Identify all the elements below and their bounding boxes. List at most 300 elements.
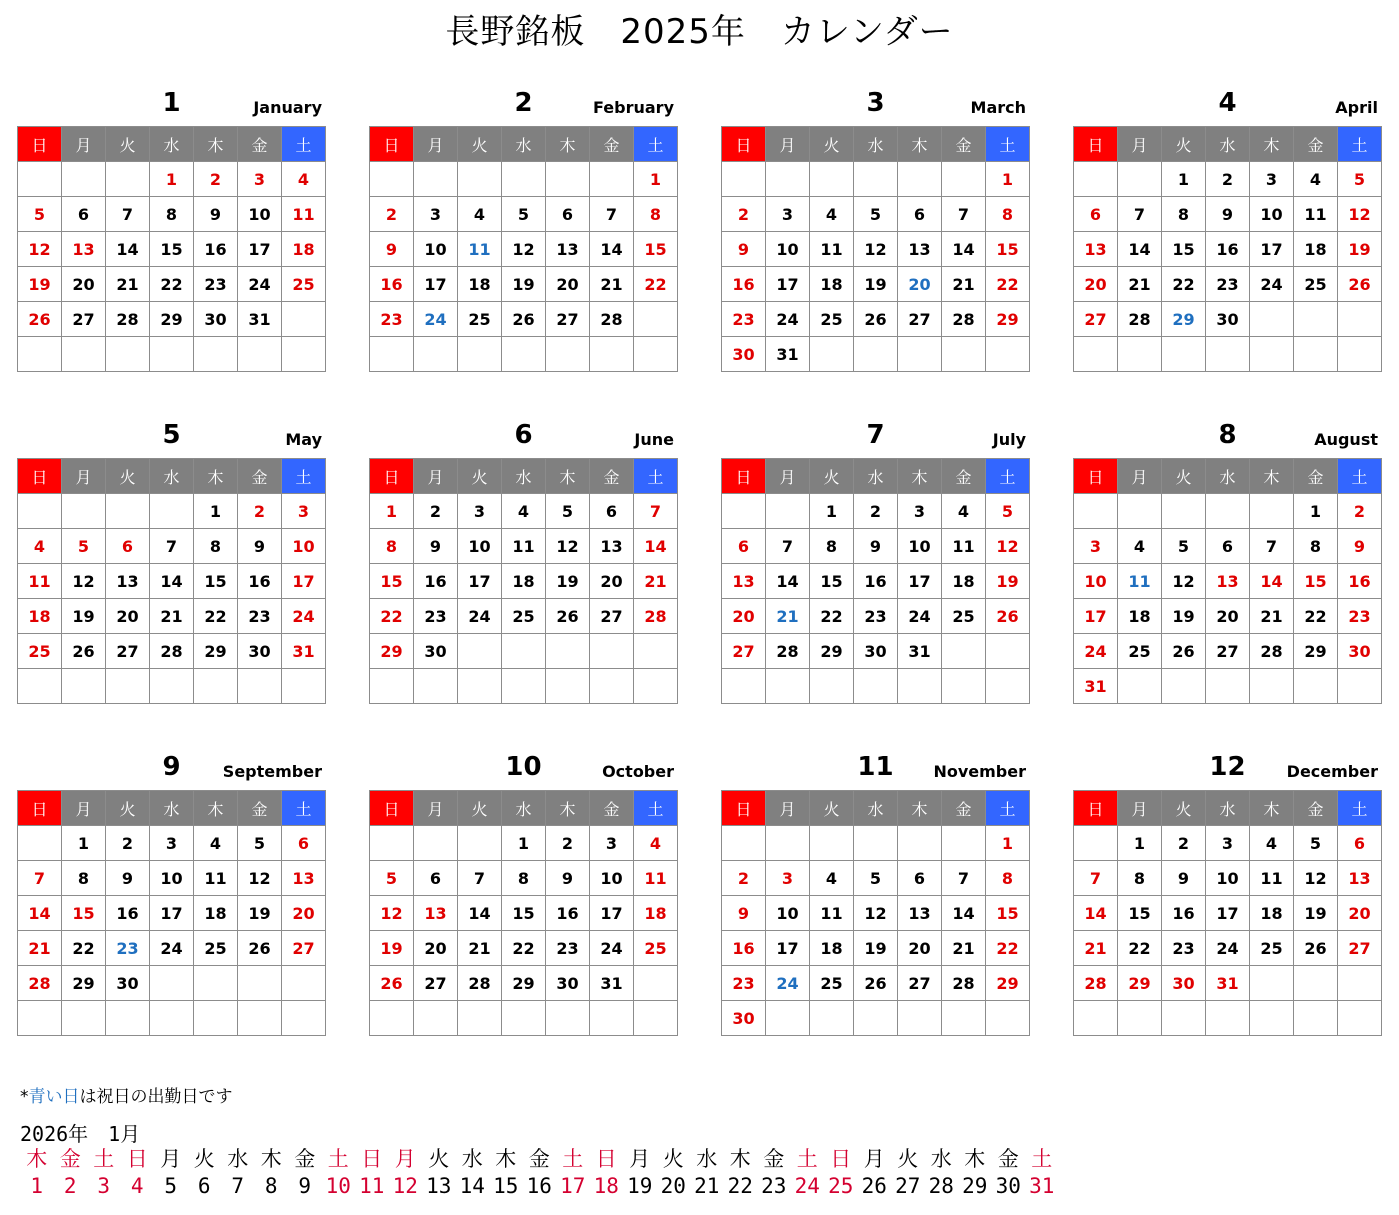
day-cell: 12 [986,529,1030,564]
weekday-header: 日 [18,459,62,494]
month-name-en: February [593,98,674,117]
week-row [18,599,326,634]
day-cell [282,1001,326,1036]
day-cell [634,337,678,372]
day-cell: 11 [634,861,678,896]
week-row [722,861,1030,896]
day-cell: 19 [370,931,414,966]
month-number: 6 [514,420,533,450]
day-cell [810,162,854,197]
day-cell: 15 [194,564,238,599]
day-cell: 28 [106,302,150,337]
month-1 [17,88,326,372]
day-cell [546,1001,590,1036]
day-cell: 17 [898,564,942,599]
day-cell [238,337,282,372]
week-row [722,337,1030,372]
month-header [721,88,1030,126]
day-cell: 7 [766,529,810,564]
day-cell [986,669,1030,704]
day-cell [502,1001,546,1036]
month-header [369,88,678,126]
day-cell: 31 [238,302,282,337]
weekday-header: 土 [634,459,678,494]
weekday-header: 日 [722,459,766,494]
day-cell: 18 [194,896,238,931]
week-row [370,337,678,372]
day-cell [546,669,590,704]
day-cell: 1 [986,162,1030,197]
day-cell: 11 [502,529,546,564]
strip-weekday: 木 [729,1147,751,1171]
day-cell [1074,1001,1118,1036]
month-name-en: April [1335,98,1378,117]
weekday-header: 金 [1294,459,1338,494]
weekday-header: 金 [942,127,986,162]
month-name-en: March [970,98,1026,117]
day-cell: 18 [458,267,502,302]
day-cell: 7 [942,861,986,896]
month-3 [721,88,1030,372]
week-row [1074,669,1382,704]
day-cell: 27 [898,966,942,1001]
day-cell: 22 [1162,267,1206,302]
day-cell: 14 [942,896,986,931]
day-cell: 26 [502,302,546,337]
day-cell [502,669,546,704]
day-cell: 2 [414,494,458,529]
weekday-header-row [1074,459,1382,494]
day-cell: 13 [898,896,942,931]
strip-day: 3 [97,1174,111,1198]
day-cell: 10 [238,197,282,232]
weekday-header: 土 [986,791,1030,826]
day-cell: 27 [1074,302,1118,337]
day-cell: 17 [282,564,326,599]
day-cell: 17 [766,267,810,302]
weekday-header: 木 [1250,791,1294,826]
day-cell [722,494,766,529]
day-cell: 14 [458,896,502,931]
day-cell: 25 [942,599,986,634]
day-cell: 11 [810,896,854,931]
strip-weekday: 金 [59,1147,81,1171]
day-cell [854,826,898,861]
day-cell: 3 [458,494,502,529]
day-cell: 1 [810,494,854,529]
week-row [18,337,326,372]
day-cell [18,669,62,704]
day-cell: 16 [1162,896,1206,931]
weekday-header: 水 [502,127,546,162]
week-row [1074,896,1382,931]
strip-day: 8 [264,1174,278,1198]
day-cell: 7 [106,197,150,232]
day-cell: 15 [370,564,414,599]
day-cell: 5 [986,494,1030,529]
day-cell: 18 [942,564,986,599]
next-year-days [20,1173,1059,1200]
day-cell: 16 [370,267,414,302]
day-cell: 4 [634,826,678,861]
weekday-header-row [1074,127,1382,162]
week-row [1074,966,1382,1001]
day-cell [18,494,62,529]
day-cell: 12 [18,232,62,267]
day-cell: 27 [1206,634,1250,669]
month-6 [369,420,678,704]
week-row [1074,861,1382,896]
strip-weekday: 土 [562,1147,584,1171]
day-cell [942,669,986,704]
day-cell: 28 [634,599,678,634]
day-cell [1338,1001,1382,1036]
strip-day: 20 [660,1174,686,1198]
day-cell [18,1001,62,1036]
day-cell: 8 [1162,197,1206,232]
day-cell: 29 [502,966,546,1001]
weekday-header: 月 [1118,791,1162,826]
month-number: 11 [857,752,894,782]
day-cell: 2 [722,197,766,232]
day-cell: 2 [370,197,414,232]
weekday-header: 金 [590,791,634,826]
day-cell: 7 [1118,197,1162,232]
day-cell [634,669,678,704]
day-cell: 19 [854,267,898,302]
weekday-header-row [370,127,678,162]
day-cell: 5 [238,826,282,861]
month-5 [17,420,326,704]
day-cell: 30 [238,634,282,669]
day-cell [722,669,766,704]
strip-weekday: 土 [327,1147,349,1171]
week-row [370,302,678,337]
strip-day: 25 [828,1174,854,1198]
day-cell: 8 [1294,529,1338,564]
day-cell: 12 [1294,861,1338,896]
day-cell: 29 [986,302,1030,337]
week-row [18,1001,326,1036]
day-cell: 11 [810,232,854,267]
day-cell: 20 [1338,896,1382,931]
day-cell: 29 [150,302,194,337]
day-cell [1294,966,1338,1001]
weekday-header: 土 [1338,459,1382,494]
day-cell: 4 [810,861,854,896]
day-cell [1250,669,1294,704]
day-cell: 24 [1074,634,1118,669]
day-cell: 3 [238,162,282,197]
month-table [721,790,1030,1036]
day-cell: 22 [986,267,1030,302]
day-cell: 12 [62,564,106,599]
day-cell: 9 [722,232,766,267]
day-cell: 22 [1294,599,1338,634]
day-cell: 10 [458,529,502,564]
week-row [1074,931,1382,966]
day-cell [766,494,810,529]
day-cell [766,826,810,861]
day-cell [458,162,502,197]
month-header [721,752,1030,790]
strip-day: 10 [325,1174,351,1198]
week-row [18,634,326,669]
day-cell: 26 [1294,931,1338,966]
day-cell [62,1001,106,1036]
strip-day: 14 [459,1174,485,1198]
month-table [1073,126,1382,372]
day-cell [1338,669,1382,704]
day-cell [150,966,194,1001]
day-cell [986,634,1030,669]
day-cell: 23 [194,267,238,302]
day-cell: 26 [546,599,590,634]
day-cell: 26 [854,966,898,1001]
day-cell [502,337,546,372]
day-cell: 1 [194,494,238,529]
strip-weekday: 水 [461,1147,483,1171]
month-name-en: October [602,762,674,781]
week-row [370,599,678,634]
day-cell [458,826,502,861]
month-table [17,458,326,704]
weekday-header: 土 [282,791,326,826]
day-cell [1118,162,1162,197]
day-cell: 25 [502,599,546,634]
day-cell: 10 [282,529,326,564]
week-row [18,197,326,232]
day-cell: 26 [18,302,62,337]
day-cell: 19 [1338,232,1382,267]
day-cell [634,302,678,337]
day-cell [1074,162,1118,197]
day-cell: 5 [546,494,590,529]
day-cell: 15 [810,564,854,599]
week-row [370,162,678,197]
weekday-header: 木 [1250,459,1294,494]
day-cell [766,669,810,704]
month-name-en: May [285,430,322,449]
month-number: 12 [1209,752,1246,782]
day-cell: 20 [898,267,942,302]
day-cell [150,669,194,704]
week-row [18,896,326,931]
day-cell [1250,337,1294,372]
day-cell: 4 [1250,826,1294,861]
day-cell: 10 [150,861,194,896]
day-cell: 28 [942,302,986,337]
week-row [722,162,1030,197]
day-cell [898,1001,942,1036]
weekday-header: 火 [810,459,854,494]
month-name-en: June [634,430,674,449]
strip-day: 12 [392,1174,418,1198]
strip-weekday: 金 [763,1147,785,1171]
day-cell [590,1001,634,1036]
day-cell: 19 [1294,896,1338,931]
day-cell [458,1001,502,1036]
day-cell: 7 [590,197,634,232]
day-cell: 17 [150,896,194,931]
day-cell: 6 [414,861,458,896]
note-prefix: * [20,1087,29,1107]
month-table [369,126,678,372]
day-cell: 26 [986,599,1030,634]
day-cell: 9 [238,529,282,564]
day-cell: 4 [942,494,986,529]
day-cell: 21 [590,267,634,302]
weekday-header: 木 [898,459,942,494]
day-cell: 21 [766,599,810,634]
day-cell [150,494,194,529]
day-cell [898,337,942,372]
day-cell: 7 [150,529,194,564]
day-cell: 24 [1206,931,1250,966]
day-cell: 15 [634,232,678,267]
day-cell: 12 [1162,564,1206,599]
strip-weekday: 日 [361,1147,383,1171]
strip-day: 26 [861,1174,887,1198]
weekday-header: 土 [634,127,678,162]
day-cell: 21 [1118,267,1162,302]
day-cell: 10 [1074,564,1118,599]
day-cell: 28 [766,634,810,669]
weekday-header: 日 [370,127,414,162]
day-cell: 8 [150,197,194,232]
day-cell [1118,337,1162,372]
day-cell: 6 [590,494,634,529]
day-cell: 13 [898,232,942,267]
day-cell: 27 [414,966,458,1001]
day-cell: 22 [194,599,238,634]
day-cell [370,337,414,372]
weekday-header: 土 [282,459,326,494]
day-cell: 20 [722,599,766,634]
day-cell: 13 [1074,232,1118,267]
weekday-header: 月 [1118,459,1162,494]
day-cell [106,337,150,372]
day-cell: 25 [194,931,238,966]
next-year-weekdays [20,1146,1059,1173]
week-row [722,197,1030,232]
day-cell: 20 [282,896,326,931]
week-row [370,931,678,966]
day-cell: 30 [854,634,898,669]
day-cell [810,826,854,861]
day-cell [282,669,326,704]
strip-weekday: 月 [394,1147,416,1171]
day-cell [810,1001,854,1036]
weekday-header: 金 [238,791,282,826]
month-8 [1073,420,1382,704]
day-cell: 17 [590,896,634,931]
day-cell: 23 [546,931,590,966]
day-cell: 16 [854,564,898,599]
day-cell: 10 [898,529,942,564]
week-row [1074,494,1382,529]
day-cell [150,337,194,372]
weekday-header: 月 [62,459,106,494]
day-cell: 19 [1162,599,1206,634]
day-cell: 14 [766,564,810,599]
day-cell: 22 [150,267,194,302]
week-row [18,302,326,337]
day-cell: 8 [986,197,1030,232]
strip-weekday: 日 [830,1147,852,1171]
day-cell [238,1001,282,1036]
day-cell: 11 [942,529,986,564]
day-cell: 28 [942,966,986,1001]
weekday-header: 水 [1206,127,1250,162]
week-row [1074,634,1382,669]
strip-day: 23 [761,1174,787,1198]
day-cell: 31 [766,337,810,372]
day-cell [1162,669,1206,704]
day-cell: 18 [810,267,854,302]
strip-weekday: 月 [629,1147,651,1171]
strip-weekday: 木 [964,1147,986,1171]
strip-day: 29 [962,1174,988,1198]
day-cell: 16 [238,564,282,599]
week-row [370,966,678,1001]
strip-day: 15 [493,1174,519,1198]
weekday-header: 月 [766,127,810,162]
day-cell: 24 [458,599,502,634]
day-cell: 18 [18,599,62,634]
day-cell [942,1001,986,1036]
day-cell: 17 [414,267,458,302]
week-row [722,896,1030,931]
weekday-header: 木 [1250,127,1294,162]
day-cell [634,1001,678,1036]
day-cell: 4 [502,494,546,529]
day-cell: 23 [370,302,414,337]
month-4 [1073,88,1382,372]
day-cell: 25 [458,302,502,337]
weekday-header: 土 [282,127,326,162]
day-cell [458,669,502,704]
weekday-header: 木 [546,127,590,162]
day-cell: 3 [766,861,810,896]
day-cell: 15 [502,896,546,931]
day-cell [898,826,942,861]
day-cell: 28 [1250,634,1294,669]
weekday-header: 火 [1162,791,1206,826]
day-cell: 21 [106,267,150,302]
day-cell: 29 [194,634,238,669]
day-cell: 14 [1074,896,1118,931]
strip-day: 17 [560,1174,586,1198]
strip-weekday: 土 [93,1147,115,1171]
day-cell: 30 [546,966,590,1001]
day-cell: 21 [18,931,62,966]
day-cell: 11 [194,861,238,896]
day-cell: 20 [62,267,106,302]
day-cell: 23 [722,302,766,337]
week-row [1074,826,1382,861]
day-cell [106,162,150,197]
day-cell [810,337,854,372]
week-row [18,162,326,197]
day-cell: 18 [282,232,326,267]
week-row [722,302,1030,337]
day-cell: 19 [502,267,546,302]
strip-day: 9 [298,1174,312,1198]
strip-day: 18 [593,1174,619,1198]
day-cell: 3 [1250,162,1294,197]
day-cell [722,162,766,197]
